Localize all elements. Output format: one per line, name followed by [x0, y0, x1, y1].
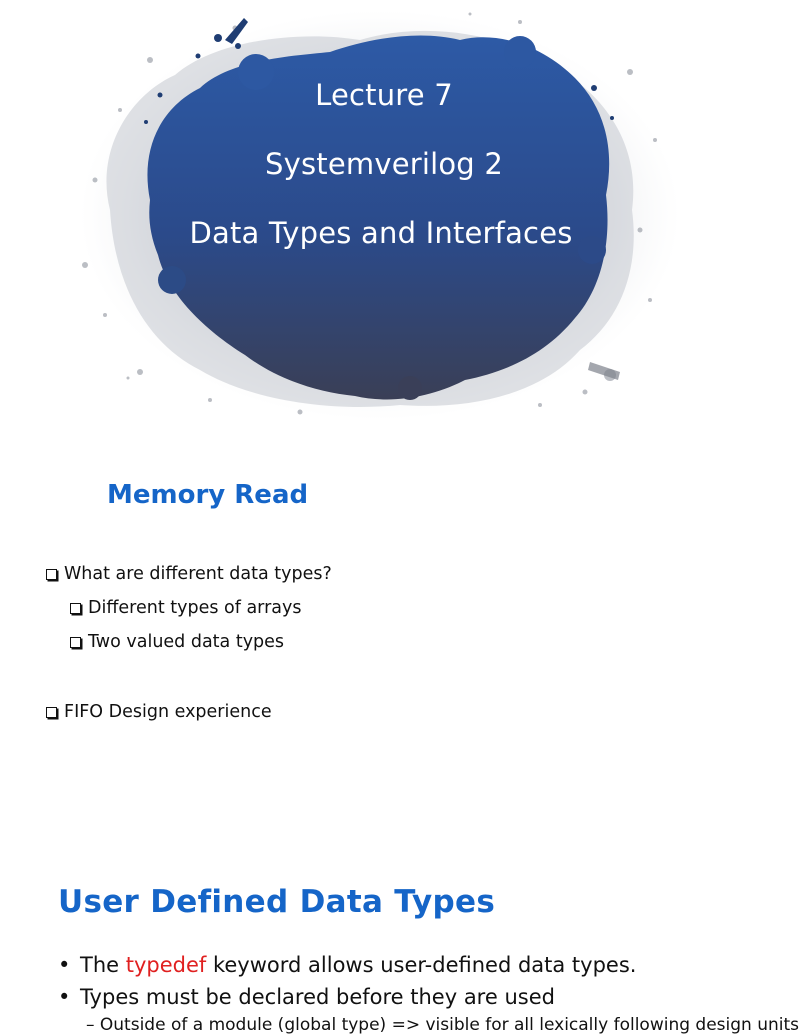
list-item: [58, 953, 636, 977]
bullet-text-post: keyword allows user-defined data types.: [206, 953, 637, 977]
list-item-text: FIFO Design experience: [64, 702, 272, 722]
bullet-dot-icon: •: [58, 953, 71, 977]
lecture-number: Lecture 7: [315, 78, 453, 112]
slide-title: Memory Read: [107, 480, 309, 510]
checkbox-bullet-icon: [70, 637, 81, 648]
list-item-text: Different types of arrays: [88, 598, 302, 618]
title-slide: [0, 0, 768, 432]
list-item-text: Two valued data types: [88, 632, 285, 652]
list-item: [46, 702, 272, 722]
sub-list-item: – Outside of a module (global type) => visible for all lexically following design units: [86, 1015, 799, 1035]
slide-title: User Defined Data Types: [58, 884, 496, 920]
bullet-text: Types must be declared before they are used: [80, 985, 555, 1009]
checkbox-bullet-icon: [46, 569, 57, 580]
list-item: [70, 598, 301, 618]
list-item-text: What are different data types?: [64, 564, 332, 584]
bullet-dot-icon: •: [58, 985, 71, 1009]
list-item: [70, 632, 284, 652]
bullet-text-pre: The: [80, 953, 126, 977]
memory-read-slide: [0, 432, 768, 864]
list-item: [58, 985, 555, 1009]
checkbox-bullet-icon: [46, 707, 57, 718]
checkbox-bullet-icon: [70, 603, 81, 614]
keyword-highlight: typedef: [125, 953, 207, 977]
user-defined-types-slide: [0, 864, 799, 1035]
course-title: Systemverilog 2: [264, 147, 503, 181]
list-item: [46, 564, 332, 584]
lecture-topic: Data Types and Interfaces: [189, 216, 573, 250]
